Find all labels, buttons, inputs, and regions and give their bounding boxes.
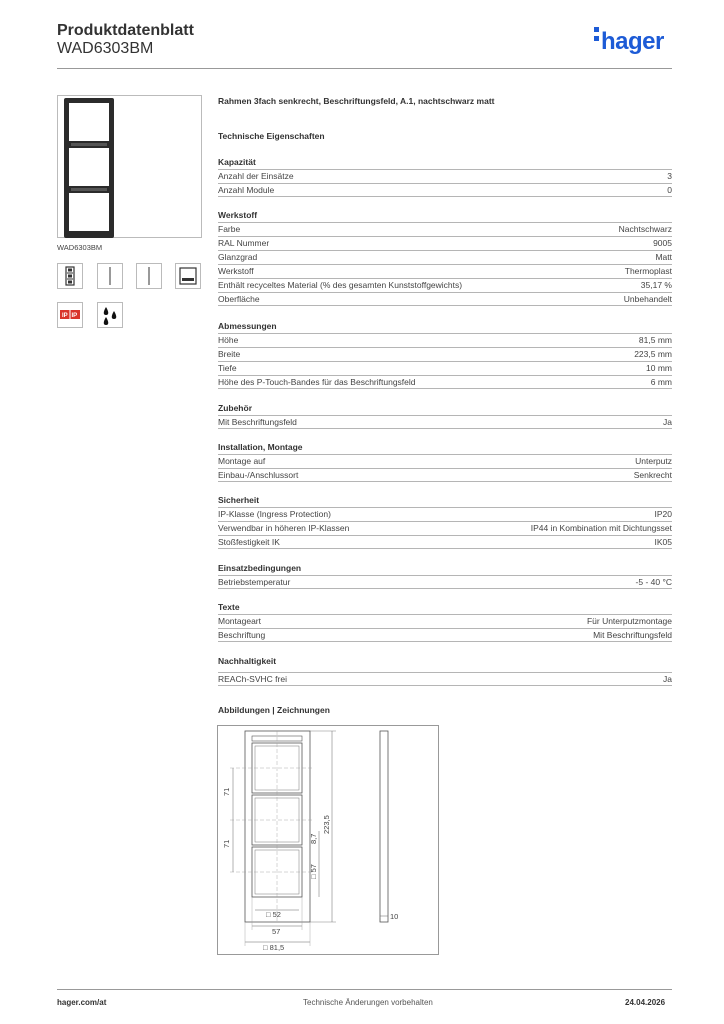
dim-inner-width: □ 52 — [266, 910, 281, 919]
ip-badge-left: IP — [62, 313, 68, 319]
spec-value: 3 — [667, 171, 672, 181]
ip-rating-badge-icon — [57, 302, 83, 328]
section-title: Texte — [218, 602, 240, 612]
spec-value: IP20 — [654, 509, 672, 519]
footer-divider — [57, 989, 672, 990]
logo-dots-icon — [594, 27, 599, 45]
water-drops-icon — [97, 302, 123, 328]
spec-value: Matt — [655, 252, 672, 262]
spec-value: Für Unterputzmontage — [586, 616, 672, 626]
spec-key: Glanzgrad — [218, 252, 258, 262]
spec-value: 223,5 mm — [634, 349, 672, 359]
spec-row — [218, 521, 672, 535]
spec-row — [218, 222, 672, 236]
ip-badge-right: IP — [71, 313, 78, 319]
header-divider — [57, 68, 672, 69]
drawings-heading: Abbildungen | Zeichnungen — [218, 705, 330, 715]
footer-notice: Technische Änderungen vorbehalten — [303, 998, 433, 1007]
spec-row — [218, 250, 672, 264]
dim-pitch-1: 71 — [222, 787, 231, 796]
dim-offset: 8,7 — [309, 833, 318, 844]
spec-key: Farbe — [218, 224, 241, 234]
spec-row — [218, 347, 672, 361]
spec-value: Ja — [663, 417, 672, 427]
spec-value: 81,5 mm — [638, 335, 672, 345]
spec-key: Montage auf — [218, 456, 266, 466]
label-field-frame-icon — [175, 263, 201, 289]
spec-row — [218, 575, 672, 589]
spec-row — [218, 454, 672, 468]
section-title: Kapazität — [218, 157, 256, 167]
spec-key: Stoßfestigkeit IK — [218, 537, 280, 547]
spec-value: IK05 — [654, 537, 672, 547]
product-image — [57, 95, 202, 238]
spec-value: Senkrecht — [633, 470, 672, 480]
spec-key: Breite — [218, 349, 241, 359]
spec-row — [218, 264, 672, 278]
spec-value: -5 - 40 °C — [635, 577, 672, 587]
spec-row — [218, 361, 672, 375]
spec-value: Mit Beschriftungsfeld — [593, 630, 672, 640]
section-title: Sicherheit — [218, 495, 260, 505]
spec-row — [218, 507, 672, 521]
spec-value: IP44 in Kombination mit Dichtungsset — [530, 523, 672, 533]
spec-key: REACh-SVHC frei — [218, 674, 287, 684]
frame-photo-icon — [58, 96, 203, 239]
spec-row — [218, 169, 672, 183]
dim-outer-width: □ 81,5 — [263, 943, 285, 952]
spec-key: Verwendbar in höheren IP-Klassen — [218, 523, 350, 533]
spec-key: Mit Beschriftungsfeld — [218, 417, 297, 427]
three-gang-frame-icon — [57, 263, 83, 289]
footer-date: 24.04.2026 — [625, 998, 666, 1007]
spec-row — [218, 415, 672, 429]
spec-value: 9005 — [653, 238, 672, 248]
hager-logo — [594, 27, 664, 57]
dim-pitch-2: 71 — [222, 839, 231, 848]
spec-row — [218, 614, 672, 628]
spec-key: Montageart — [218, 616, 261, 626]
dim-inner-square: □ 57 — [309, 864, 318, 879]
logo-text: hager — [601, 28, 664, 55]
section-title: Abmessungen — [218, 321, 277, 331]
image-caption: WAD6303BM — [57, 243, 103, 252]
vertical-line-icon — [136, 263, 162, 289]
spec-value: 10 mm — [646, 363, 672, 373]
spec-key: Tiefe — [218, 363, 237, 373]
spec-row — [218, 535, 672, 549]
spec-key: Einbau-/Anschlussort — [218, 470, 299, 480]
spec-row — [218, 333, 672, 347]
section-title: Nachhaltigkeit — [218, 656, 277, 666]
dim-total-height: 223,5 — [322, 815, 331, 834]
spec-row — [218, 628, 672, 642]
spec-value: Thermoplast — [624, 266, 672, 276]
footer-website-link[interactable]: hager.com/at — [57, 998, 107, 1007]
spec-key: Beschriftung — [218, 630, 266, 640]
spec-key: Enthält recyceltes Material (% des gesamten Kunststoffgewichts) — [218, 280, 463, 290]
spec-row — [218, 292, 672, 306]
spec-row — [218, 236, 672, 250]
dim-width-57: 57 — [272, 927, 281, 936]
spec-value: 0 — [667, 185, 672, 195]
section-title: Zubehör — [218, 403, 252, 413]
spec-key: Höhe — [218, 335, 239, 345]
dimension-drawing — [218, 726, 438, 954]
spec-value: Ja — [663, 674, 672, 684]
spec-value: 35,17 % — [640, 280, 672, 290]
section-title: Einsatzbedingungen — [218, 563, 302, 573]
spec-row — [218, 183, 672, 197]
section-title: Installation, Montage — [218, 442, 303, 452]
spec-value: 6 mm — [650, 377, 672, 387]
spec-row — [218, 468, 672, 482]
vertical-line-icon — [97, 263, 123, 289]
spec-key: IP-Klasse (Ingress Protection) — [218, 509, 331, 519]
technical-drawing — [217, 725, 439, 955]
spec-row — [218, 375, 672, 389]
spec-key: Anzahl Module — [218, 185, 275, 195]
page-title: Produktdatenblatt — [57, 22, 194, 39]
spec-row — [218, 278, 672, 292]
spec-value: Nachtschwarz — [618, 224, 672, 234]
product-description: Rahmen 3fach senkrecht, Beschriftungsfeld, A.1, nachtschwarz matt — [218, 96, 495, 106]
section-title: Werkstoff — [218, 210, 258, 220]
spec-key: Oberfläche — [218, 294, 260, 304]
spec-row — [218, 672, 672, 686]
spec-key: Betriebstemperatur — [218, 577, 291, 587]
spec-value: Unbehandelt — [623, 294, 672, 304]
spec-key: Anzahl der Einsätze — [218, 171, 294, 181]
tech-properties-heading: Technische Eigenschaften — [218, 131, 325, 141]
spec-key: Höhe des P-Touch-Bandes für das Beschriftungsfeld — [218, 377, 416, 387]
spec-key: RAL Nummer — [218, 238, 270, 248]
dim-depth: 10 — [390, 912, 399, 921]
article-number: WAD6303BM — [57, 40, 154, 57]
spec-key: Werkstoff — [218, 266, 254, 276]
spec-value: Unterputz — [635, 456, 672, 466]
